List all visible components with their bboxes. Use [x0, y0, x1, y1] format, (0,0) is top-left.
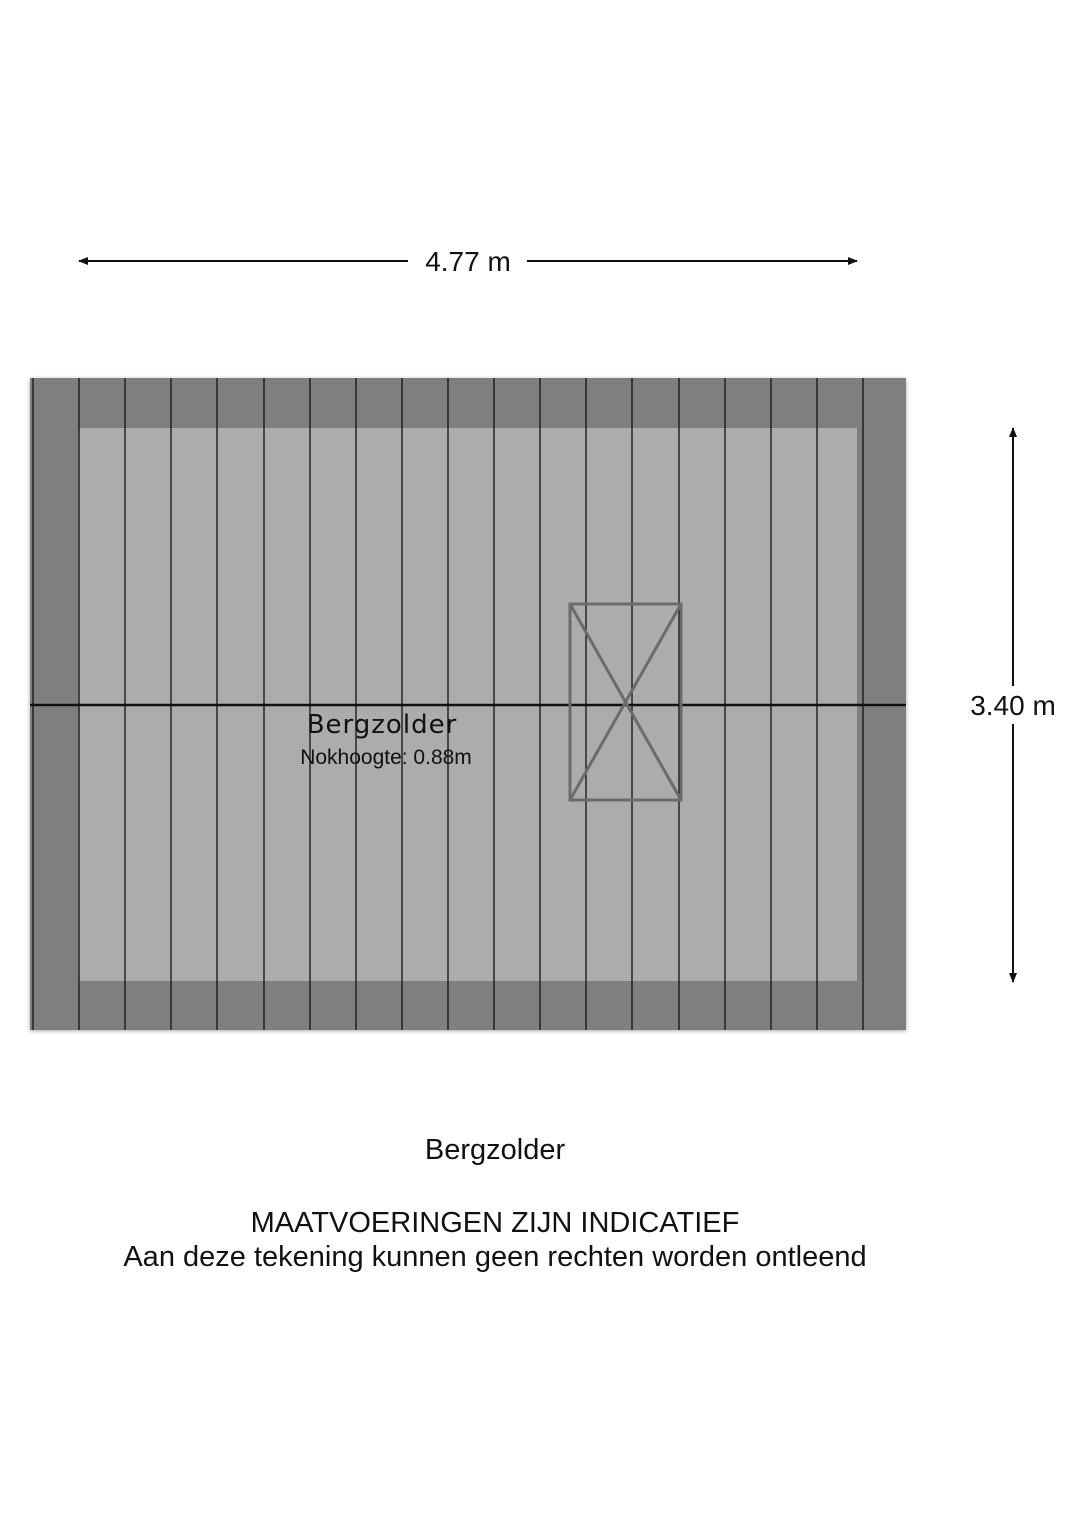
ridge-height-label: Nokhoogte: 0.88m	[300, 746, 472, 769]
width-dimension	[79, 246, 857, 277]
floor-caption: Bergzolder	[424, 1134, 566, 1166]
height-dimension-label: 3.40 m	[970, 690, 1056, 721]
height-dimension	[970, 428, 1056, 982]
disclaimer-title: MAATVOERINGEN ZIJN INDICATIEF	[250, 1207, 740, 1239]
room-name-label: Bergzolder	[306, 710, 458, 740]
disclaimer-text: Aan deze tekening kunnen geen rechten worden ontleend	[123, 1241, 867, 1273]
width-dimension-label: 4.77 m	[425, 246, 511, 277]
